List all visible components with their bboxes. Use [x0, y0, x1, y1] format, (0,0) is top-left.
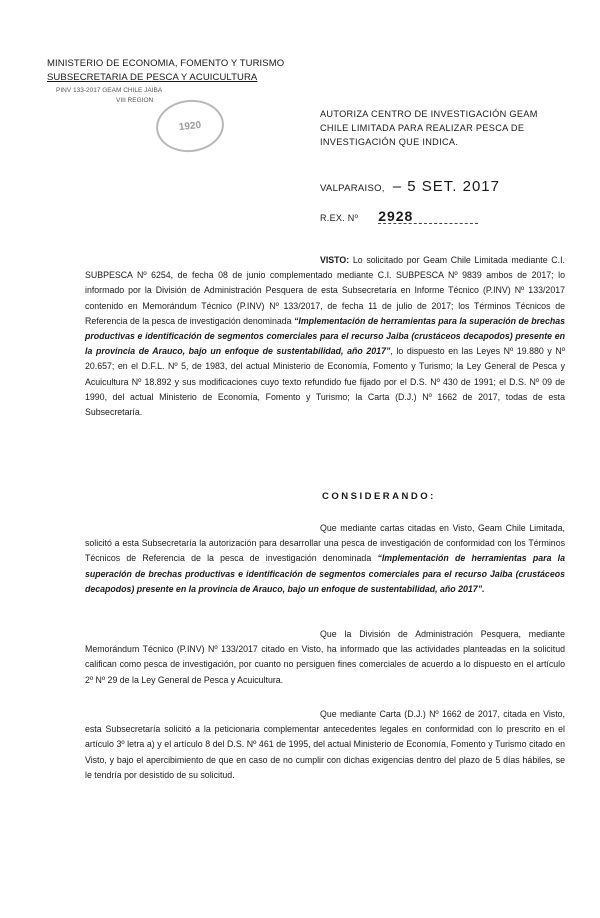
subsecretaria-name: SUBSECRETARIA DE PESCA Y ACUICULTURA	[47, 72, 258, 83]
considerando-paragraph-3: Que mediante Carta (D.J.) Nº 1662 de 2017, citada en Visto, esta Subsecretaría solicitó a la peticionaria complementar antecedentes legales en conformidad con lo prescrito en el artículo 3º letra a) y el artículo 8 del D.S. Nº 461 de 1995, del actual Ministerio de Economía, Fomento y Turismo citado en Visto, y bajo el apercibimiento de que en caso de no cumplir con dichas exigencias dentro del plazo de 5 días hábiles, se le tendría por desistido de su solicitud.	[85, 709, 565, 780]
visto-project-name: “Implementación de herramientas para la superación de brechas productivas e identificación de segmentos comerciales para el recurso Jaiba (crustáceos decapodos) presente en la provincia de Arauco, bajo un enfoque de sustentabilidad, año 2017”	[85, 315, 565, 357]
visto-paragraph	[85, 253, 565, 420]
visto-text-continued: , lo dispuesto en las Leyes Nº 19.880 y Nº 20.657; en el D.F.L. Nº 5, de 1983, del actual Ministerio de Economía, Fomento y Turismo; la Ley General de Pesca y Acuicultura Nº 18.892 y sus modificaciones cuyo texto refundido fue fijado por el D.S. Nº 430 de 1991; el D.S. Nº 09 de 1990, del actual Ministerio de Economía, Fomento y Turismo; la Carta (D.J.) Nº 1662 de 2017, todas de esta Subsecretaría.	[85, 346, 565, 418]
region-label: VIII REGION	[116, 97, 154, 104]
file-reference: PINV 133-2017 GEAM CHILE JAIBA	[56, 87, 163, 94]
considerando-paragraph-2: Que la División de Administración Pesquera, mediante Memorándum Técnico (P.INV) Nº 133/2017 citado en Visto, ha informado que las actividades planteadas en la solicitud califican como pesca de investigación, por cuanto no persiguen fines comerciales de acuerdo a lo dispuesto en el artículo 2º Nº 29 de la Ley General de Pesca y Acuicultura.	[85, 629, 565, 685]
rex-label: R.EX. Nº	[320, 213, 359, 223]
resolution-date: – 5 SET. 2017	[392, 178, 500, 195]
stamp-text: 1920	[178, 119, 202, 133]
considerando-1-text: Que mediante cartas citadas en Visto, Geam Chile Limitada, solicitó a esta Subsecretaría la autorización para desarrollar una pesca de investigación de conformidad con los Términos Técnicos de Referencia de la pesca de investigación denominada	[85, 523, 565, 564]
rex-number: 2928	[378, 209, 478, 224]
received-stamp	[153, 97, 226, 156]
resolution-title: AUTORIZA CENTRO DE INVESTIGACIÓN GEAM CHILE LIMITADA PARA REALIZAR PESCA DE INVESTIGACIÓN QUE INDICA.	[320, 109, 538, 147]
considerando-heading: CONSIDERANDO:	[322, 491, 436, 502]
place-label: VALPARAISO,	[320, 183, 385, 194]
considerando-1-project-name: “Implementación de herramientas para la superación de brechas productivas e identificación de segmentos comerciales para el recurso Jaiba (crustáceos decapodos) presente en la provincia de Arauco, bajo un enfoque de sustentabilidad, año 2017”.	[85, 553, 566, 594]
visto-label: VISTO:	[320, 255, 350, 265]
ministry-name: MINISTERIO DE ECONOMIA, FOMENTO Y TURISMO	[47, 58, 285, 69]
considerando-paragraph-1	[85, 521, 565, 597]
visto-text: Lo solicitado por Geam Chile Limitada mediante C.I. SUBPESCA Nº 6254, de fecha 08 de junio complementado mediante C.I. SUBPESCA Nº 9839 ambos de 2017; lo informado por la División de Administración Pesquera de esta Subsecretaría en Informe Técnico (P.INV) Nº 133/2017 contenido en Memorándum Técnico (P.INV) Nº 133/2017, de fecha 11 de julio de 2017; los Términos Técnicos de Referencia de la pesca de investigación denominada	[85, 255, 565, 326]
place-and-date	[320, 178, 500, 196]
resolution-number	[320, 208, 478, 226]
